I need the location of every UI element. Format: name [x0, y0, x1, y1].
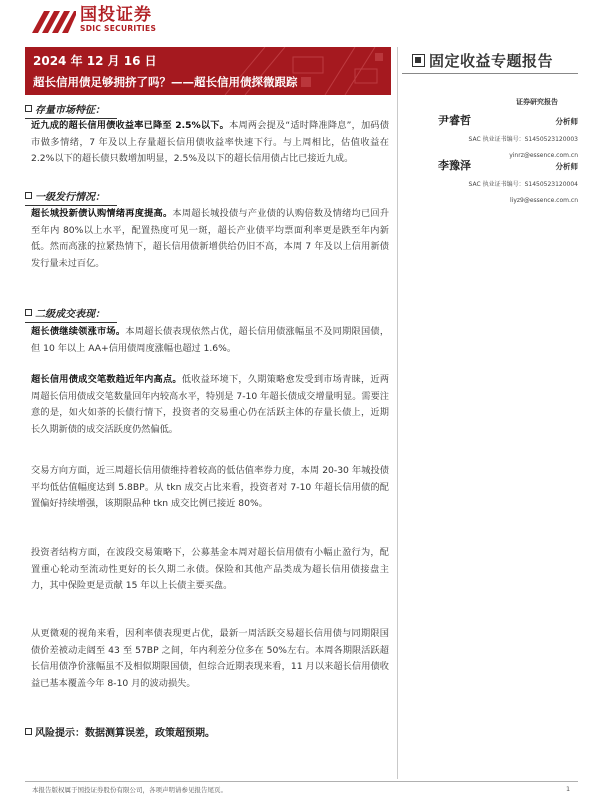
company-logo-mark-icon: [32, 7, 76, 33]
footer-disclaimer: 本报告版权属于国投证券股份有限公司，各项声明请参见报告尾页。: [32, 786, 227, 794]
analyst-email[interactable]: liyz9@essence.com.cn: [509, 197, 578, 204]
footer-divider: [25, 781, 578, 782]
department-label: 证券研究报告: [516, 98, 558, 106]
analyst-email[interactable]: yinrz@essence.com.cn: [509, 152, 578, 159]
paragraph-micro-view: 从更微观的视角来看，因利率债表现更占优，最新一周活跃交易超长信用债与同期限国债价差被动走阔至 43 至 57BP 之间，年内利差分位多在 50%左右。本周各期限活跃超长信用债净价涨幅虽不及相似期限国债，但综合近期表现来看，11 月以来超长信用债收益已基本覆盖今年 8-10 月的波动损失。: [31, 628, 389, 689]
logo-chinese-name: 国投证券: [80, 5, 152, 25]
risk-warning-text: 风险提示：数据测算误差，政策超预期。: [35, 728, 215, 739]
paragraph-market: [31, 118, 389, 168]
section-heading-label: 一级发行情况：: [35, 192, 105, 203]
risk-warning: [25, 724, 391, 739]
analyst-sac: SAC 执业证书编号：S1450523120003: [468, 136, 578, 143]
page-number: 1: [566, 785, 571, 793]
section-heading-issuance: [25, 188, 391, 206]
company-logo: [32, 6, 156, 33]
section-heading-secondary: [25, 305, 391, 323]
section-heading-label: 存量市场特征：: [35, 105, 105, 116]
analyst-name: 李豫泽: [438, 159, 471, 172]
paragraph-lead: 超长信用债成交笔数趋近年内高点。: [31, 374, 182, 385]
paragraph-issuance: [31, 206, 389, 272]
section-bullet-icon: [25, 728, 32, 735]
paragraph-lead: 近九成的超长信用债收益率已降至 2.5%以下。: [31, 120, 230, 131]
report-date: 2024 年 12 月 16 日: [33, 54, 157, 68]
report-type-icon: [412, 54, 425, 67]
section-heading-market: [25, 101, 391, 119]
paragraph-secondary-1: [31, 324, 389, 357]
paragraph-lead: 超长城投新债认购情绪再度提高。: [31, 208, 173, 219]
paragraph-trading-direction: 交易方向方面，近三周超长信用债维持着较高的低估值率券力度，本周 20-30 年城投债平均低估值幅度达到 5.8BP。从 tkn 成交占比来看，投资者对 7-10 年超长信用债的配置偏好持续增强，该期限品种 tkn 成交比例已接近 80%。: [31, 465, 389, 509]
title-banner: [25, 47, 391, 95]
report-type-label: 固定收益专题报告: [429, 52, 554, 70]
column-divider: [397, 47, 398, 779]
paragraph-lead: 超长债继续领涨市场。: [31, 326, 126, 337]
analyst-sac: SAC 执业证书编号：S1450523120004: [468, 181, 578, 188]
paragraph-body: 本周超长城投债与产业债的认购倍数及情绪均已回升至年内 80%以上水平，配置热度可见一斑，超长产业债平均票面利率更是跌至年内新低。然而高涨的拉紧热情下，超长信用债新增供给仍旧不高，本周 7 年及以上信用新债发行量未过百亿。: [31, 208, 390, 269]
section-bullet-icon: [25, 192, 32, 199]
paragraph-body: 本周两会提及“适时降准降息”，加码债市做多情绪，7 年及以上存量超长信用债收益率快速下行。与上周相比，估值收益在 2.2%以下的超长债只数增加明显，2.5%及以下的超长信用债占比已接近九成。: [31, 120, 389, 164]
paragraph-body: 本周超长债表现依然占优，超长信用债涨幅虽不及同期限国债，但 10 年以上 AA+信用债周度涨幅也超过 1.6%。: [31, 326, 390, 354]
analyst-card: [438, 157, 578, 204]
analyst-role: 分析师: [555, 162, 578, 171]
paragraph-investor-structure: 投资者结构方面，在波段交易策略下，公募基金本周对超长信用债有小幅止盈行为，配置重心轮动至流动性更好的长久期二永债。保险和其他产品类成为超长信用债接盘主力，其中保险更是贡献 15 年以上长债主要买盘。: [31, 547, 389, 591]
section-bullet-icon: [25, 105, 32, 112]
analyst-role: 分析师: [555, 117, 578, 126]
report-title: 超长信用债足够拥挤了吗？——超长信用债探微跟踪: [33, 75, 298, 89]
paragraph-secondary-2: [31, 372, 389, 438]
paragraph-body: 低收益环境下，久期策略愈发受到市场青睐，近两周超长信用债成交笔数量回年内较高水平，特别是 7-10 年超长债成交增量明显。需要注意的是，如火如荼的长债行情下，投资者的交易重心仍在活跃主体的存量长债上，近期长久期新债的成交活跃度仍然偏低。: [31, 374, 390, 435]
analyst-name: 尹睿哲: [438, 114, 471, 127]
analyst-card: [438, 112, 578, 159]
report-type: [412, 50, 553, 71]
logo-english-name: SDIC SECURITIES: [80, 24, 157, 33]
section-heading-label: 二级成交表现：: [35, 309, 105, 320]
section-bullet-icon: [25, 309, 32, 316]
report-type-divider: [402, 73, 578, 74]
